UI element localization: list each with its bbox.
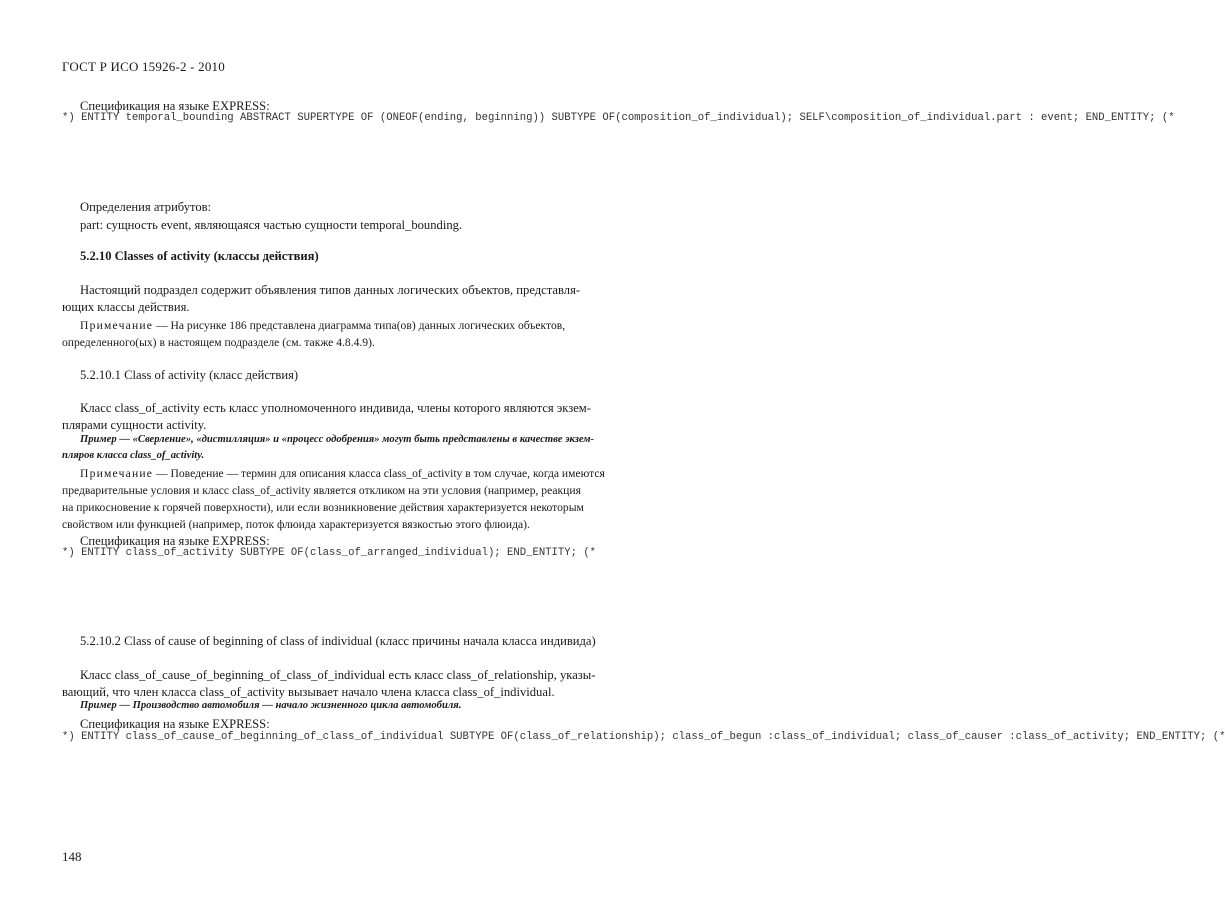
code-line: END_ENTITY; xyxy=(1085,112,1156,124)
express-code-class-of-cause xyxy=(62,731,1225,743)
code-line: class_of_causer :class_of_activity; xyxy=(907,731,1131,743)
code-line: ENTITY class_of_cause_of_beginning_of_class_of_individual xyxy=(81,731,444,743)
note-label: Примечание xyxy=(80,467,154,480)
code-line: SUBTYPE OF(class_of_relationship); xyxy=(449,731,666,743)
code-line: class_of_begun :class_of_individual; xyxy=(672,731,902,743)
code-line: END_ENTITY; xyxy=(1136,731,1207,743)
code-line: ENTITY class_of_activity xyxy=(81,547,234,559)
code-line: END_ENTITY; xyxy=(507,547,577,559)
example-line: Пример — «Сверление», «дистилляция» и «процесс одобрения» могут быть представлены в качестве экзем- xyxy=(80,434,595,445)
express-code-class-of-activity xyxy=(62,547,596,559)
spec-title: Спецификация на языке EXPRESS: xyxy=(80,99,270,113)
note-line xyxy=(80,465,605,483)
example-line: пляров класса class_of_activity. xyxy=(62,450,205,461)
paragraph-line: Класс class_of_cause_of_beginning_of_class_of_individual есть класс class_of_relationship, указы- xyxy=(80,668,596,682)
page-number: 148 xyxy=(62,849,82,864)
note-line: свойством или функцией (например, поток флюида характеризуется вязкостью этого флюида). xyxy=(62,518,530,531)
paragraph-line: Класс class_of_activity есть класс уполномоченного индивида, члены которого являются экзем- xyxy=(80,401,591,415)
code-line: *) xyxy=(62,731,75,743)
paragraph-line: Настоящий подраздел содержит объявления типов данных логических объектов, представля- xyxy=(80,283,581,297)
express-code-temporal-bounding xyxy=(62,112,1175,124)
code-line: (* xyxy=(583,547,597,559)
code-line: *) xyxy=(62,547,75,559)
note-line: определенного(ых) в настоящем подразделе (см. также 4.8.4.9). xyxy=(62,336,375,349)
code-line: (* xyxy=(1161,112,1175,124)
attr-definitions-title: Определения атрибутов: xyxy=(80,200,212,214)
code-line: SUBTYPE OF(class_of_arranged_individual); xyxy=(240,547,501,559)
code-line: ABSTRACT SUPERTYPE OF (ONEOF(ending, beginning)) xyxy=(240,112,546,124)
paragraph-line: ющих классы действия. xyxy=(62,300,190,314)
spec-title: Спецификация на языке EXPRESS: xyxy=(80,717,270,731)
code-line: *) xyxy=(62,112,75,124)
section-title-5-2-10-2: 5.2.10.2 Class of cause of beginning of class of individual (класс причины начала класса индивида) xyxy=(80,634,596,648)
note-line: предварительные условия и класс class_of_activity является откликом на эти условия (например, реакция xyxy=(62,484,581,497)
note-text: — На рисунке 186 представлена диаграмма типа(ов) данных логических объектов, xyxy=(153,319,566,332)
section-title-5-2-10: 5.2.10 Classes of activity (классы действия) xyxy=(80,249,319,263)
note-text: — Поведение — термин для описания класса class_of_activity в том случае, когда имеются xyxy=(153,467,605,480)
example-line: Пример — Производство автомобиля — начало жизненного цикла автомобиля. xyxy=(80,700,462,711)
paragraph-line: вающий, что член класса class_of_activity вызывает начало члена класса class_of_individual. xyxy=(62,685,555,699)
attr-part-definition: part: сущность event, являющаяся частью сущности temporal_bounding. xyxy=(80,218,463,232)
paragraph-line: плярами сущности activity. xyxy=(62,418,207,432)
code-line: SELF\composition_of_individual.part : event; xyxy=(799,112,1080,124)
code-line: (* xyxy=(1212,731,1225,743)
note-line: на прикосновение к горячей поверхности), или если возникновение действия характеризуется некоторым xyxy=(62,501,584,514)
spec-title: Спецификация на языке EXPRESS: xyxy=(80,534,270,548)
code-line: SUBTYPE OF(composition_of_individual); xyxy=(551,112,794,124)
note-label: Примечание xyxy=(80,319,154,332)
page-header: ГОСТ Р ИСО 15926-2 - 2010 xyxy=(62,59,225,74)
section-title-5-2-10-1: 5.2.10.1 Class of activity (класс действия) xyxy=(80,368,299,382)
code-line: ENTITY temporal_bounding xyxy=(81,112,234,124)
note-line xyxy=(80,317,565,335)
